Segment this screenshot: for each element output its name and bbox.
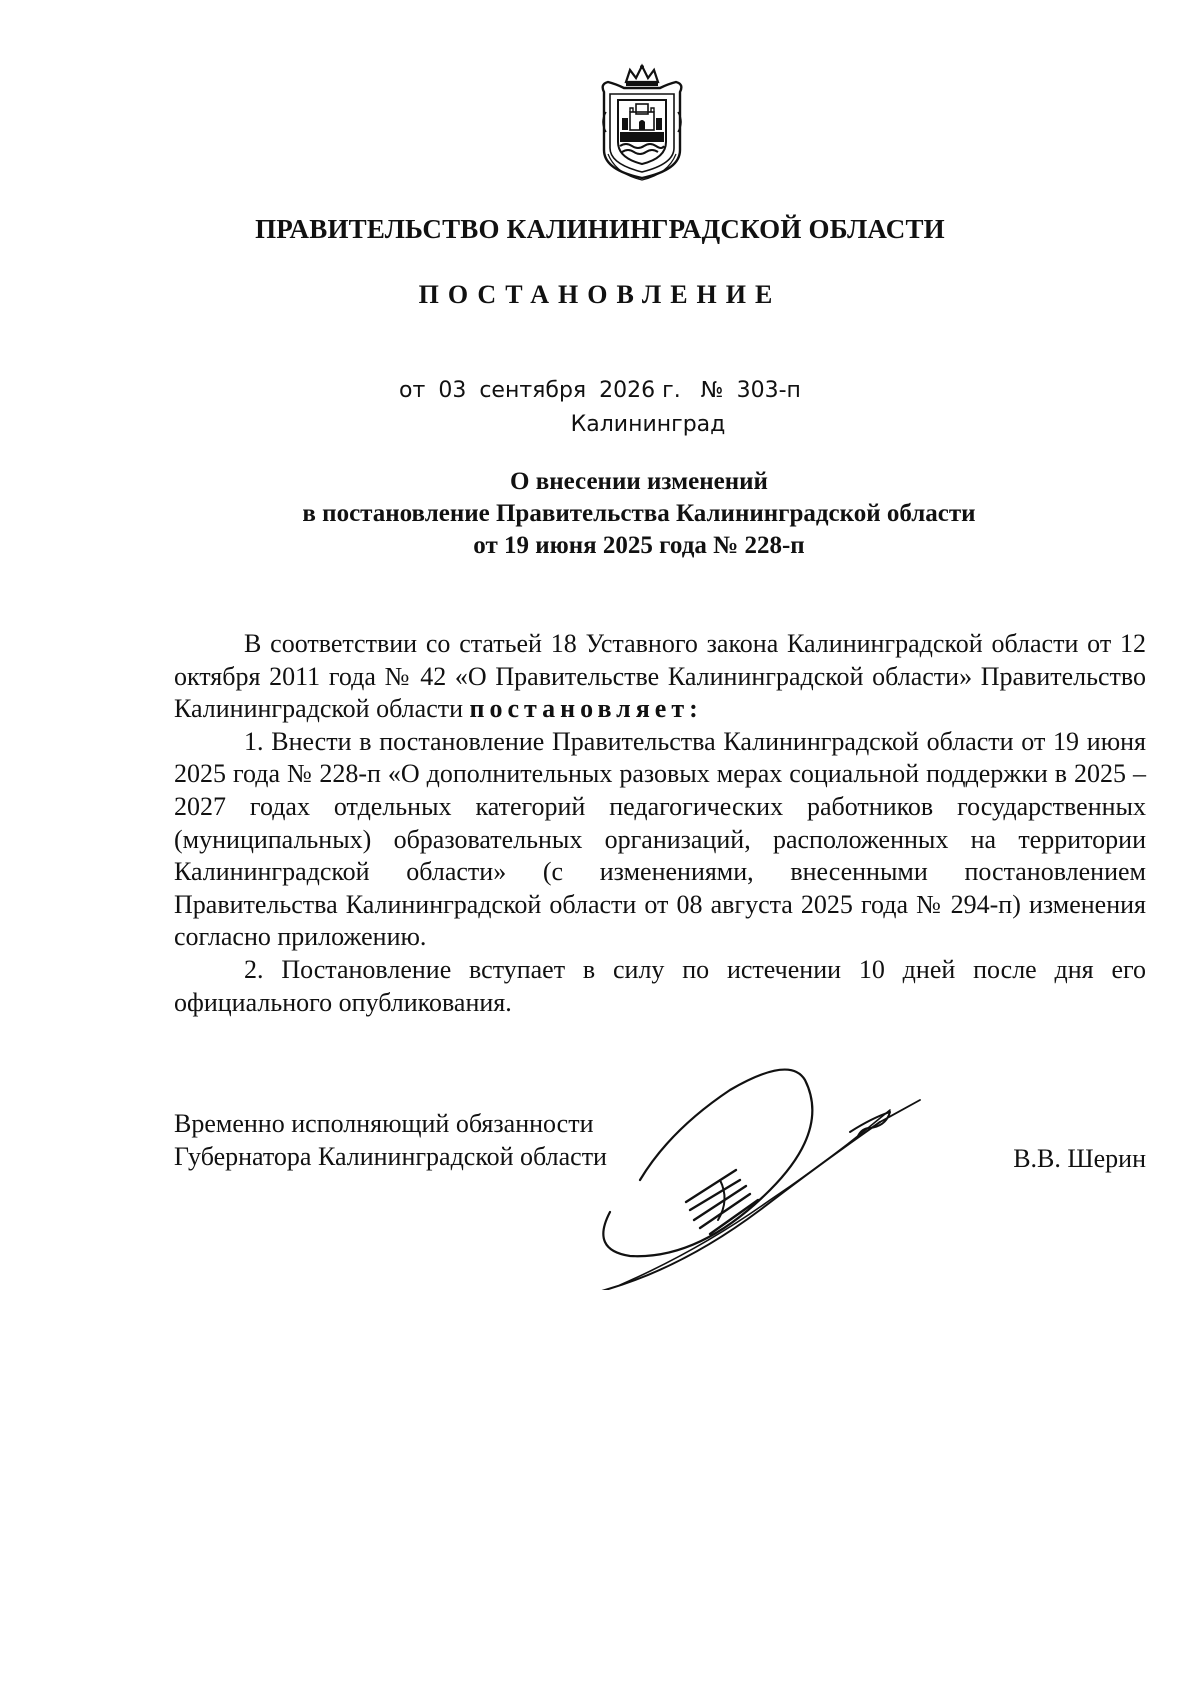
document-body: [174, 628, 1146, 1019]
heading-line-2: в постановление Правительства Калининградской области: [302, 500, 976, 527]
document-number: 303-п: [736, 378, 801, 403]
heading-line-3: от 19 июня 2025 года № 228-п: [473, 532, 805, 559]
date-year: 2026 г.: [599, 378, 681, 403]
date-day: 03: [438, 378, 467, 403]
document-city: Калининград: [570, 412, 726, 437]
date-prefix: от: [399, 378, 426, 403]
document-heading: [0, 466, 1200, 562]
preamble-paragraph: [174, 628, 1146, 726]
signer-position: [174, 1107, 607, 1173]
document-type: ПОСТАНОВЛЕНИЕ: [418, 280, 782, 309]
item-2-paragraph: 2. Постановление вступает в силу по истечении 10 дней после дня его официального опубликования.: [174, 954, 1146, 1017]
document-date-number: [0, 378, 1200, 403]
date-month: сентября: [479, 378, 587, 403]
decree-word: постановляет:: [469, 694, 703, 724]
signer-name: В.В. Шерин: [1013, 1144, 1146, 1173]
number-sign: №: [700, 378, 724, 403]
coat-of-arms-icon: [596, 62, 688, 182]
organization-title: ПРАВИТЕЛЬСТВО КАЛИНИНГРАДСКОЙ ОБЛАСТИ: [255, 214, 945, 244]
signer-position-line-2: Губернатора Калининградской области: [174, 1142, 607, 1171]
heading-line-1: О внесении изменений: [510, 468, 768, 495]
signer-position-line-1: Временно исполняющий обязанности: [174, 1109, 594, 1138]
handwritten-signature-icon: [590, 1060, 930, 1290]
item-1-paragraph: 1. Внести в постановление Правительства Калининградской области от 19 июня 2025 года № 228-п «О дополнительных разовых мерах социальной поддержки в 2025 – 2027 годах отдельных категорий педагогических работников государственных (муниципальных) образовательных организаций, расположенных на территории Калининградской области» (с изменениями, внесенными постановлением Правительства Калининградской области от 08 августа 2025 года № 294-п) изменения согласно приложению.: [174, 726, 1146, 952]
preamble-text: В соответствии со статьей 18 Уставного закона Калининградской области от 12 октября 2011 года № 42 «О Правительстве Калининградской области» Правительство Калининградской области: [174, 629, 1146, 724]
